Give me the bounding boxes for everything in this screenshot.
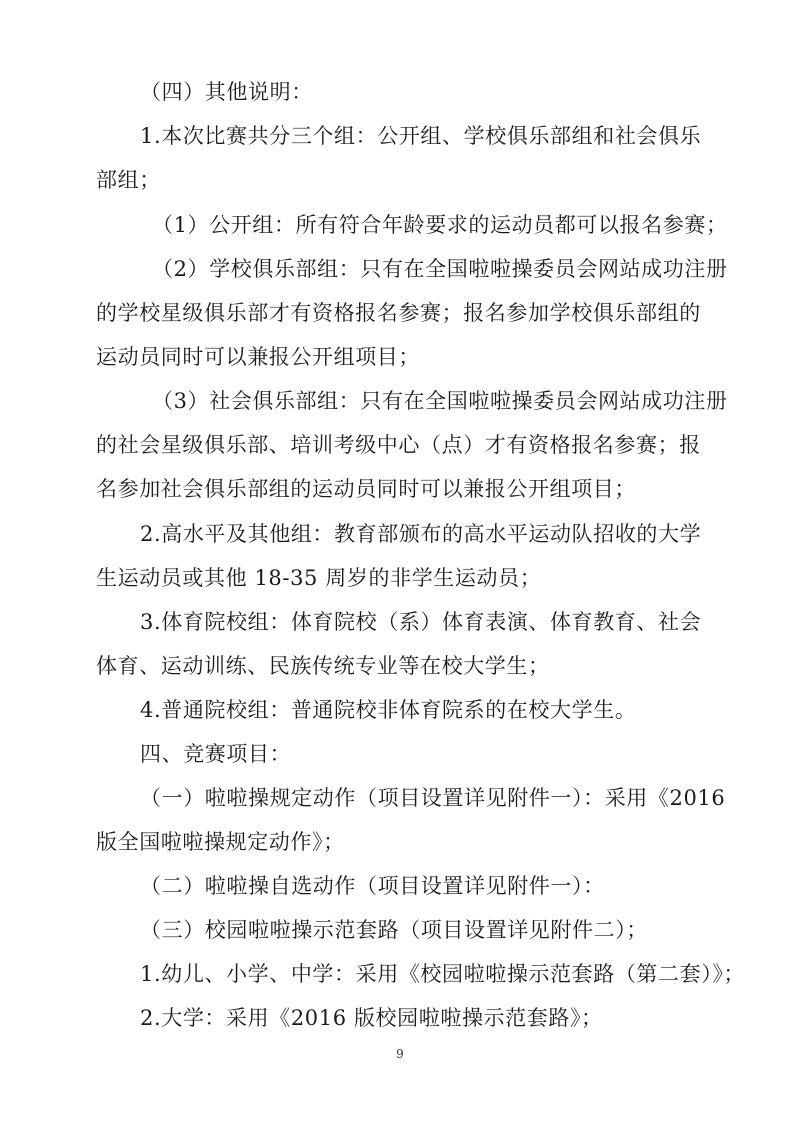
paragraph-line: （二）啦啦操自选动作（项目设置详见附件一）： <box>140 874 605 898</box>
paragraph-line: 运动员同时可以兼报公开组项目； <box>96 345 420 369</box>
paragraph-line: （三）校园啦啦操示范套路（项目设置详见附件二）； <box>140 918 648 942</box>
paragraph-line: 2.大学：采用《2016 版校园啦啦操示范套路》； <box>140 1006 603 1030</box>
paragraph-line: （一）啦啦操规定动作（项目设置详见附件一）：采用《2016 <box>140 786 726 810</box>
page-number: 9 <box>396 1047 404 1061</box>
section-heading-competition-events: 四、竞赛项目： <box>140 742 292 766</box>
paragraph-line: 生运动员或其他 18-35 周岁的非学生运动员； <box>96 566 542 590</box>
paragraph-line: 3.体育院校组：体育院校（系）体育表演、体育教育、社会 <box>140 610 702 634</box>
paragraph-line: 2.高水平及其他组：教育部颁布的高水平运动队招收的大学 <box>140 522 702 546</box>
paragraph-line: 的学校星级俱乐部才有资格报名参赛；报名参加学校俱乐部组的 <box>96 301 701 325</box>
paragraph-line: （3）社会俱乐部组：只有在全国啦啦操委员会网站成功注册 <box>152 389 728 413</box>
paragraph-line: 版全国啦啦操规定动作》； <box>96 830 345 854</box>
paragraph-line: 1.本次比赛共分三个组：公开组、学校俱乐部组和社会俱乐 <box>140 124 702 148</box>
section-heading-other-notes: （四）其他说明： <box>140 80 313 104</box>
paragraph-line: 体育、运动训练、民族传统专业等在校大学生； <box>96 654 550 678</box>
paragraph-line: 名参加社会俱乐部组的运动员同时可以兼报公开组项目； <box>96 477 636 501</box>
paragraph-line: 4.普通院校组：普通院校非体育院系的在校大学生。 <box>140 698 637 722</box>
paragraph-line: （2）学校俱乐部组：只有在全国啦啦操委员会网站成功注册 <box>152 257 728 281</box>
paragraph-line: 部组； <box>96 168 161 192</box>
paragraph-line: 的社会星级俱乐部、培训考级中心（点）才有资格报名参赛；报 <box>96 433 701 457</box>
paragraph-line: （1）公开组：所有符合年龄要求的运动员都可以报名参赛； <box>152 213 728 237</box>
paragraph-line: 1.幼儿、小学、中学：采用《校园啦啦操示范套路（第二套）》； <box>140 962 746 986</box>
